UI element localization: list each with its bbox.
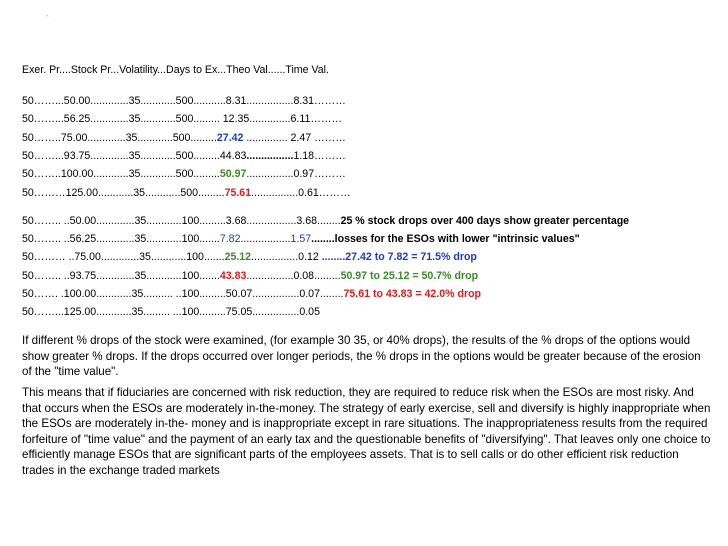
table-row <box>22 186 351 200</box>
row-segment: 50……. .100.00............35.......... ..100.........50.07................0.07........ <box>22 287 344 300</box>
row-segment: 50……...50.00.............35............500...........8.31................8.31……… <box>22 95 346 107</box>
row-segment: ................0.12 <box>251 251 322 264</box>
table-row <box>22 269 478 283</box>
row-segment: 50…….. ..56.25.............35............100....... <box>22 233 220 246</box>
row-segment: 25.12 <box>224 251 252 264</box>
row-segment: .............. 2.47 ……… <box>243 131 346 144</box>
table-header: Exer. Pr....Stock Pr...Volatility...Days to Ex...Theo Val......Time Val. <box>22 64 329 76</box>
row-segment: 1.18……… <box>293 149 346 162</box>
table-row <box>22 287 481 301</box>
row-segment: 75.61 <box>224 186 252 199</box>
table-row <box>22 305 320 319</box>
row-segment: ................. <box>240 233 291 246</box>
table-row <box>22 232 580 246</box>
row-segment: 50……...93.75.............35............500.........44.83 <box>22 149 247 162</box>
row-segment: 43.83 <box>219 269 247 282</box>
row-segment: 50…….. ..50.00.............35............100.........3.68.................3.68........ <box>22 215 341 227</box>
row-segment: ................ <box>246 149 294 162</box>
table-row <box>22 149 346 163</box>
row-segment: ........27.42 to 7.82 = 71.5% drop <box>321 251 477 264</box>
table-row <box>22 131 346 145</box>
row-segment: 50.97 <box>219 168 247 181</box>
table-row <box>22 214 629 228</box>
table-row <box>22 94 346 108</box>
row-segment: 50……… ..75.00.............35............100....... <box>22 251 225 264</box>
table-row <box>22 250 477 264</box>
row-segment: 7.82 <box>219 233 241 246</box>
row-segment: 50……...56.25.............35............500......... 12.35..............6.11……… <box>22 113 343 126</box>
row-segment: 75.61 to 43.83 = 42.0% drop <box>343 287 482 300</box>
row-segment: ........losses for the ESOs with lower "intrinsic values" <box>311 233 580 246</box>
table-row <box>22 167 346 181</box>
row-segment: 25 % stock drops over 400 days show greater percentage <box>340 215 630 227</box>
row-segment: ................0.61……… <box>251 186 351 199</box>
row-segment: 1.57 <box>290 233 312 246</box>
row-segment: 50…….. ..93.75.............35............100....... <box>22 269 220 282</box>
table-row <box>22 112 342 126</box>
paragraph-fiduciaries: This means that if fiduciaries are concerned with risk reduction, they are required to reduce risk when the ESOs are most risky. And that occurs when the ESOs are moderately in-the-money. The strategy of early exercise, sell and diversify is highly inappropriate when the ESOs are moderately in-the- money and is inappropriate except in rare situations. The inappropriateness results from the required forfeiture of "time value" and the payment of an early tax and the questionable benefits of "diversifying". That leaves only one choice to efficiently manage ESOs that are significant parts of the employees assets. That is to sell calls or do other efficient risk reduction trades in the exchange traded markets <box>22 386 711 477</box>
row-segment: 50.97 to 25.12 = 50.7% drop <box>340 269 479 282</box>
row-segment: 27.42 <box>216 131 244 144</box>
paragraph-drops: If different % drops of the stock were examined, (for example 30 35, or 40% drops), the results of the % drops of the options would show greater % drops. If the drops occurred over longer periods, the % drops in the options would be greater because of the erosion of the "time value". <box>22 334 701 379</box>
row-segment: 50……..100.00............35............500......... <box>22 168 220 181</box>
row-segment: ................0.08......... <box>246 269 341 282</box>
row-segment: 50……...125.00............35......... ...100.........75.05................0.05 <box>22 306 320 318</box>
row-segment: 50……..75.00.............35............500......... <box>22 131 217 144</box>
row-segment: 50………125.00............35............500......... <box>22 186 225 199</box>
decorative-mark: ` <box>46 14 49 24</box>
row-segment: ................0.97……… <box>246 168 346 181</box>
